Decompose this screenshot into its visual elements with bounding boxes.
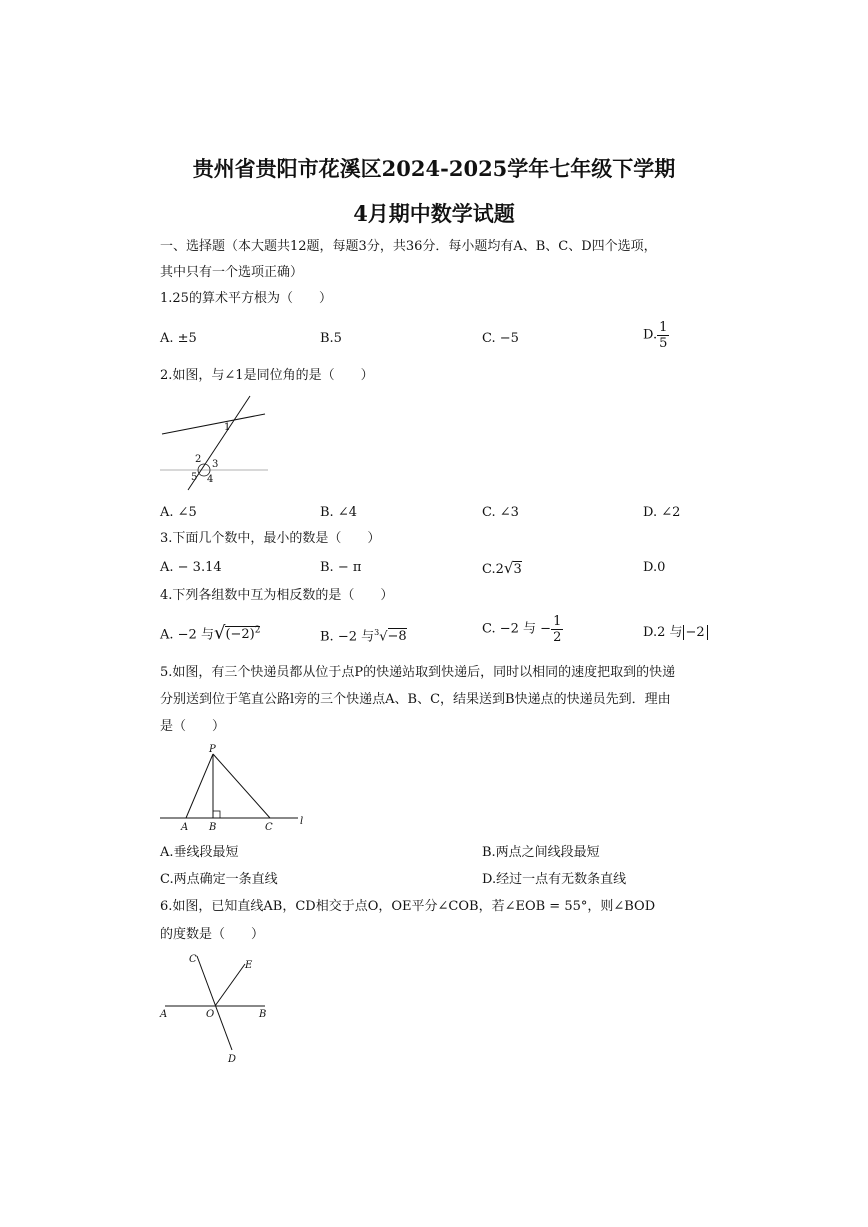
- point-label-d: D: [228, 1054, 237, 1065]
- point-label-b: B: [209, 822, 217, 833]
- q4-option-a: A. −2 与$√(-2)^2$: [160, 622, 261, 644]
- q2-option-d: D. ∠2: [643, 505, 681, 520]
- cbrt-sign: √: [379, 629, 388, 645]
- document-title-line2: 4月期中数学试题: [353, 201, 515, 226]
- angle-label-5: 5: [191, 472, 198, 483]
- q1-option-a: A. ±5: [160, 331, 197, 346]
- q4-option-d: D.2 与 −2: [643, 625, 708, 641]
- q2-figure: [160, 392, 270, 492]
- sqrt-sign: √: [503, 559, 514, 577]
- section-heading-line2: 其中只有一个选项正确）: [160, 265, 304, 280]
- q5-option-c: C.两点确定一条直线: [160, 872, 278, 887]
- q4-option-b: B. −2 与$^3$√−8: [320, 628, 407, 645]
- question-5-stem-line2: 分别送到位于笔直公路l旁的三个快递点A、B、C，结果送到B快递点的快递员先到．理由: [160, 692, 671, 707]
- point-label-a: A: [181, 822, 189, 833]
- q5-option-b: B.两点之间线段最短: [482, 845, 600, 860]
- sqrt-sign: √: [213, 622, 226, 644]
- angle-label-1: 1: [224, 422, 231, 433]
- q4-option-c: C. −2 与 − $\frac{1}{2}$: [482, 614, 562, 645]
- fraction: $\frac{1}{2}$: [553, 614, 562, 645]
- point-label-p: P: [209, 744, 216, 755]
- document-title-line1: 贵州省贵阳市花溪区2024-2025学年七年级下学期: [192, 156, 676, 181]
- fraction: $\frac{1}{5}$: [659, 320, 668, 351]
- angle-label-3: 3: [212, 459, 219, 470]
- q2-option-c: C. ∠3: [482, 505, 519, 520]
- q6-figure: [160, 950, 275, 1068]
- line-label-l: l: [300, 816, 304, 827]
- point-label-b: B: [259, 1009, 267, 1020]
- q5-option-a: A.垂线段最短: [160, 845, 239, 860]
- question-5-stem-line1: 5.如图，有三个快递员都从位于点P的快递站取到快递后，同时以相同的速度把取到的快递: [160, 665, 676, 680]
- q3-option-c: C.2√3: [482, 559, 522, 577]
- question-3-stem: 3.下面几个数中，最小的数是（ ）: [160, 531, 381, 546]
- q1-option-b: B.5: [320, 331, 342, 346]
- absolute-value: −2: [683, 625, 708, 640]
- q1-option-d: D. $\frac{1}{5}$: [643, 320, 668, 351]
- q2-option-b: B. ∠4: [320, 505, 357, 520]
- q5-figure: [160, 742, 310, 837]
- q3-option-a: A. − 3.14: [160, 560, 222, 575]
- q2-option-a: A. ∠5: [160, 505, 197, 520]
- angle-label-4: 4: [207, 474, 214, 485]
- question-6-stem-line1: 6.如图，已知直线AB，CD相交于点O，OE平分∠COB，若∠EOB = 55°，则∠BOD: [160, 899, 656, 914]
- question-6-stem-line2: 的度数是（ ）: [160, 927, 265, 942]
- q5-option-d: D.经过一点有无数条直线: [482, 872, 627, 887]
- q3-option-b: B. − π: [320, 560, 362, 575]
- question-4-stem: 4.下列各组数中互为相反数的是（ ）: [160, 588, 394, 603]
- point-label-o: O: [206, 1009, 215, 1020]
- q1-option-c: C. −5: [482, 331, 519, 346]
- angle-label-2: 2: [195, 454, 202, 465]
- point-label-e: E: [245, 960, 253, 971]
- point-label-c: C: [189, 954, 197, 965]
- point-label-c: C: [265, 822, 273, 833]
- q3-option-d: D.0: [643, 560, 666, 575]
- point-label-a: A: [160, 1009, 168, 1020]
- section-heading-line1: 一、选择题（本大题共12题，每题3分，共36分．每小题均有A、B、C、D四个选项，: [160, 239, 657, 254]
- question-5-stem-line3: 是（ ）: [160, 719, 226, 734]
- question-1-stem: 1.25的算术平方根为（ ）: [160, 291, 332, 306]
- question-2-stem: 2.如图，与∠1是同位角的是（ ）: [160, 368, 374, 383]
